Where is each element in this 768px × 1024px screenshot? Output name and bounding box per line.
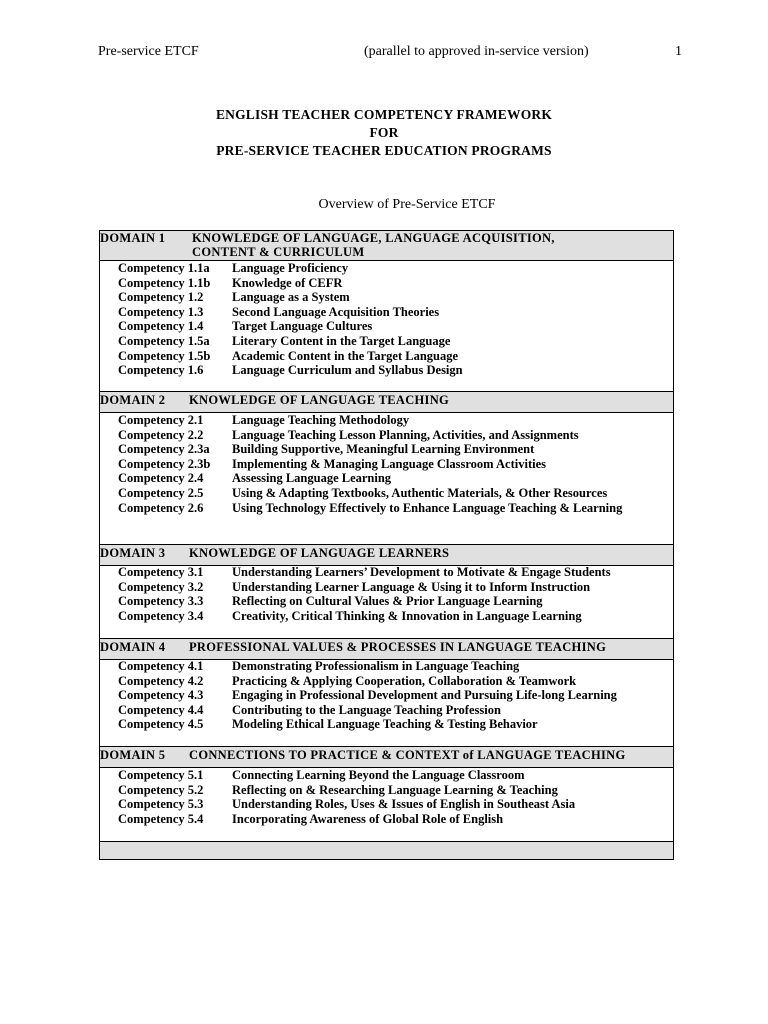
competency-code: Competency 3.3 <box>118 594 204 609</box>
domain-title: PROFESSIONAL VALUES & PROCESSES IN LANGUAGE TEACHING <box>189 640 607 654</box>
domain-code: DOMAIN 3 <box>100 546 166 560</box>
competency-name: Engaging in Professional Development and Pursuing Life-long Learning <box>232 688 617 703</box>
competency-row <box>100 703 673 718</box>
competency-row <box>100 501 673 530</box>
domain-header-4 <box>100 638 673 660</box>
domain-title: KNOWLEDGE OF LANGUAGE, LANGUAGE ACQUISITION, <box>192 231 555 245</box>
competency-name: Language as a System <box>232 290 350 305</box>
competency-code: Competency 2.5 <box>118 485 204 500</box>
running-header-center: (parallel to approved in-service version) <box>364 44 589 59</box>
competency-row <box>100 812 673 827</box>
competency-row <box>100 413 673 428</box>
page-number: 1 <box>675 44 682 59</box>
competency-row <box>100 428 673 443</box>
competency-code: Competency 2.3b <box>118 456 211 471</box>
competency-name: Language Curriculum and Syllabus Design <box>232 363 463 378</box>
competency-code: Competency 5.4 <box>118 811 204 826</box>
domain-title: KNOWLEDGE OF LANGUAGE LEARNERS <box>189 546 450 560</box>
competency-row <box>100 580 673 595</box>
domain-code: DOMAIN 5 <box>100 748 166 762</box>
competency-code: Competency 1.5a <box>118 333 210 348</box>
competency-name: Demonstrating Professionalism in Language Teaching <box>232 659 520 673</box>
competency-code: Competency 2.6 <box>118 500 204 515</box>
competency-name: Reflecting on Cultural Values & Prior Language Learning <box>232 594 543 609</box>
competency-name: Language Teaching Methodology <box>232 413 410 427</box>
competency-row <box>100 797 673 812</box>
competency-name: Understanding Roles, Uses & Issues of English in Southeast Asia <box>232 797 576 812</box>
overview-caption: Overview of Pre-Service ETCF <box>318 197 496 212</box>
competency-name: Building Supportive, Meaningful Learning Environment <box>232 442 535 457</box>
competency-code: Competency 4.4 <box>118 702 204 717</box>
domain-code: DOMAIN 2 <box>100 393 166 407</box>
competency-table <box>99 230 674 860</box>
competency-row <box>100 276 673 291</box>
competency-row <box>100 783 673 798</box>
competency-name: Incorporating Awareness of Global Role of English <box>232 811 504 826</box>
domain-5-competencies <box>100 768 673 826</box>
competency-name: Knowledge of CEFR <box>232 275 343 290</box>
competency-code: Competency 3.1 <box>118 565 204 579</box>
competency-name: Assessing Language Learning <box>232 471 392 486</box>
competency-name: Connecting Learning Beyond the Language Classroom <box>232 768 525 782</box>
competency-row <box>100 261 673 276</box>
competency-row <box>100 363 673 378</box>
domain-title-cont: CONTENT & CURRICULUM <box>192 245 365 259</box>
competency-name: Reflecting on & Researching Language Learning & Teaching <box>232 782 558 797</box>
competency-row <box>100 717 673 732</box>
competency-code: Competency 5.1 <box>118 768 204 782</box>
document-title <box>0 106 768 160</box>
competency-row <box>100 565 673 580</box>
competency-code: Competency 2.3a <box>118 442 210 457</box>
competency-row <box>100 442 673 457</box>
domain-header-5 <box>100 746 673 768</box>
competency-row <box>100 674 673 689</box>
competency-row <box>100 305 673 320</box>
title-line-2: FOR <box>369 125 399 140</box>
domain-2-competencies <box>100 413 673 530</box>
competency-name: Academic Content in the Target Language <box>232 348 459 363</box>
domain-title: KNOWLEDGE OF LANGUAGE TEACHING <box>189 393 450 407</box>
competency-name: Literary Content in the Target Language <box>232 333 451 348</box>
domain-header-1 <box>100 231 673 261</box>
competency-code: Competency 1.2 <box>118 290 204 305</box>
competency-row <box>100 609 673 624</box>
competency-code: Competency 1.3 <box>118 304 204 319</box>
competency-name: Contributing to the Language Teaching Profession <box>232 702 501 717</box>
competency-name: Modeling Ethical Language Teaching & Testing Behavior <box>232 717 538 732</box>
competency-code: Competency 5.2 <box>118 782 204 797</box>
competency-code: Competency 1.6 <box>118 363 204 378</box>
competency-name: Using & Adapting Textbooks, Authentic Materials, & Other Resources <box>232 485 608 500</box>
competency-name: Practicing & Applying Cooperation, Collaboration & Teamwork <box>232 673 577 688</box>
domain-code: DOMAIN 4 <box>100 640 166 654</box>
competency-row <box>100 471 673 486</box>
domain-header-3 <box>100 544 673 566</box>
domain-title: CONNECTIONS TO PRACTICE & CONTEXT of LANGUAGE TEACHING <box>189 748 626 762</box>
competency-row <box>100 659 673 674</box>
competency-code: Competency 3.2 <box>118 579 204 594</box>
competency-code: Competency 3.4 <box>118 608 204 623</box>
competency-row <box>100 319 673 334</box>
title-line-3: PRE-SERVICE TEACHER EDUCATION PROGRAMS <box>216 143 552 158</box>
competency-row <box>100 594 673 609</box>
competency-row <box>100 349 673 364</box>
title-line-1: ENGLISH TEACHER COMPETENCY FRAMEWORK <box>215 107 553 122</box>
domain-3-competencies <box>100 565 673 623</box>
competency-name: Target Language Cultures <box>232 319 373 334</box>
competency-name: Understanding Learner Language & Using it to Inform Instruction <box>232 579 591 594</box>
table-footer-bar <box>100 841 673 859</box>
competency-name: Implementing & Managing Language Classroom Activities <box>232 456 547 471</box>
competency-row <box>100 768 673 783</box>
competency-name: Language Proficiency <box>232 261 349 275</box>
domain-header-2 <box>100 391 673 413</box>
competency-row <box>100 486 673 501</box>
competency-code: Competency 1.1a <box>118 261 210 275</box>
competency-name: Language Teaching Lesson Planning, Activities, and Assignments <box>232 427 579 442</box>
competency-name: Creativity, Critical Thinking & Innovation in Language Learning <box>232 608 582 623</box>
competency-code: Competency 4.1 <box>118 659 204 673</box>
competency-code: Competency 1.5b <box>118 348 211 363</box>
competency-name: Using Technology Effectively to Enhance Language Teaching & Learning <box>232 500 623 515</box>
competency-code: Competency 4.5 <box>118 717 204 732</box>
competency-code: Competency 1.4 <box>118 319 204 334</box>
competency-code: Competency 1.1b <box>118 275 211 290</box>
competency-code: Competency 4.3 <box>118 688 204 703</box>
competency-row <box>100 457 673 472</box>
competency-name: Second Language Acquisition Theories <box>232 304 440 319</box>
competency-row <box>100 290 673 305</box>
competency-code: Competency 5.3 <box>118 797 204 812</box>
competency-row <box>100 334 673 349</box>
competency-code: Competency 2.4 <box>118 471 204 486</box>
domain-4-competencies <box>100 659 673 732</box>
competency-name: Understanding Learners’ Development to Motivate & Engage Students <box>232 565 611 579</box>
running-header-left: Pre-service ETCF <box>98 44 199 59</box>
competency-row <box>100 688 673 703</box>
competency-code: Competency 4.2 <box>118 673 204 688</box>
competency-code: Competency 2.2 <box>118 427 204 442</box>
domain-code: DOMAIN 1 <box>100 231 166 245</box>
competency-code: Competency 2.1 <box>118 413 204 427</box>
domain-1-competencies <box>100 261 673 378</box>
